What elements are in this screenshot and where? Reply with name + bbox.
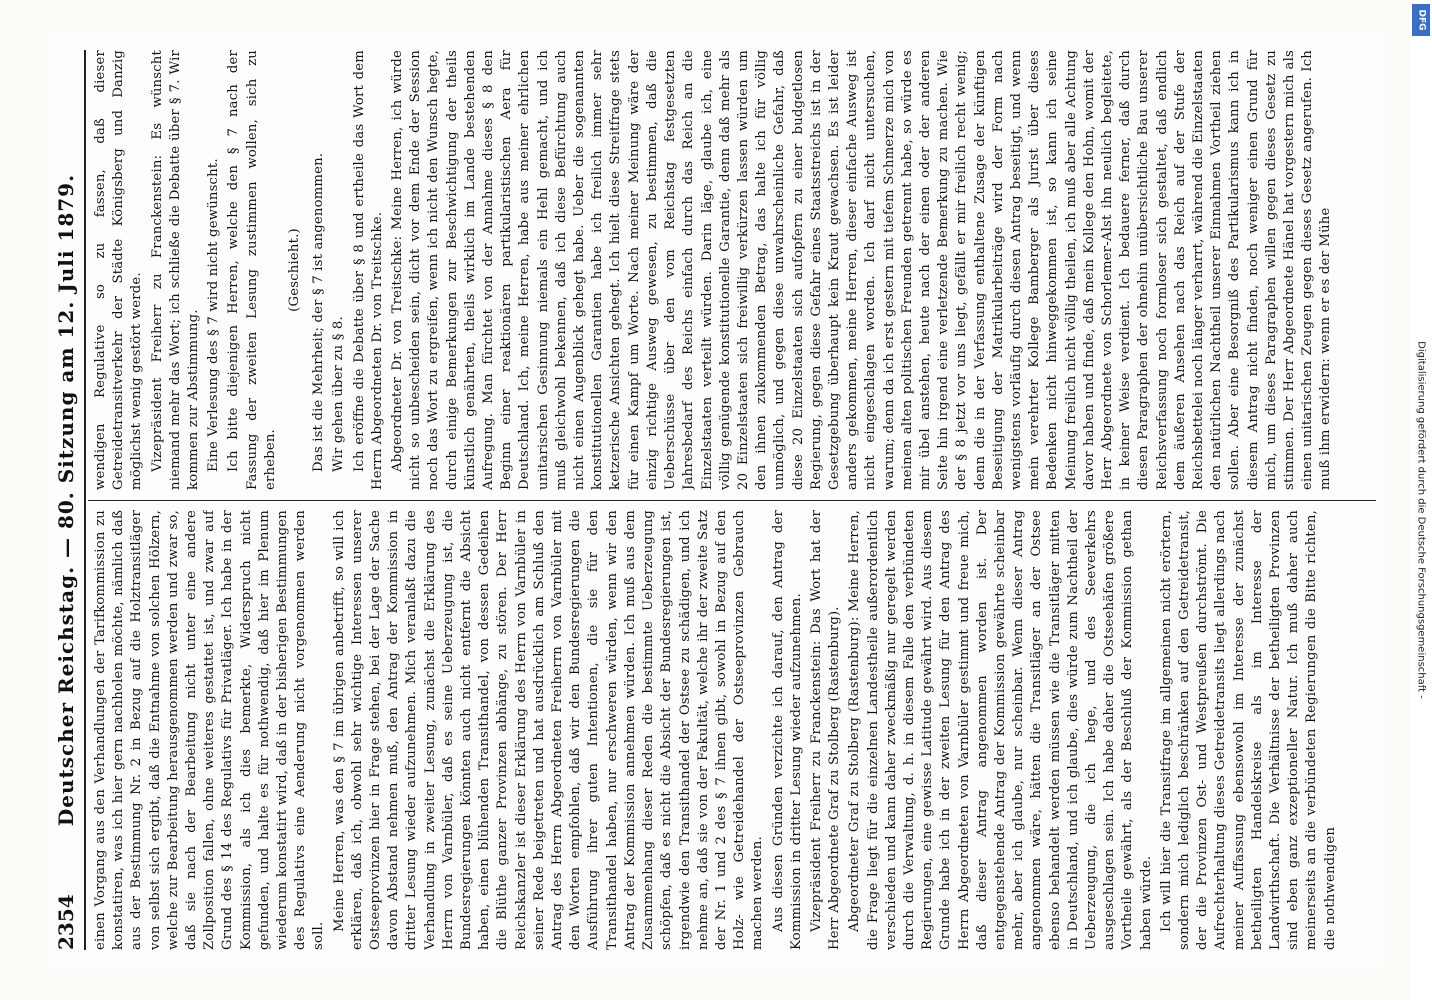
paragraph: einen Vorgang aus den Verhandlungen der Tarifkommission zu konstatiren, was ich hier gern nachholen möchte, nämlich daß aus der Bestimmung Nr. 2 in Bezug auf die Holztransitläger von selbst sich ergibt, daß die Entnahme von solchen Hölzern, welche zur Bearbeitung herausgenommen werden und zwar so, daß sie nach der Bearbeitung nicht unter eine andere Zollposition fallen, ohne weiteres gestattet ist, und zwar auf Grund des § 14 des Regulativs für Privatläger. Ich habe in der Kommission, als ich dies bemerkte, Widerspruch nicht gefunden, und halte es für nothwendig, daß hier im Plenum wiederum konstatirt wird, daß in der bisherigen Bestimmungen des Regulativs eine Aenderung nicht vorgenommen werden soll. [93,510,327,950]
paragraph: Meine Herren, was den § 7 im übrigen anbetrifft, so will ich erklären, daß ich, obwohl sehr wichtige Interessen unserer Ostseeprovinzen hier in Frage stehen, bei der Lage der Sache davon Abstand nehmen muß, den Antrag der Kommission in dritter Lesung wieder aufzunehmen. Mich veranlaßt dazu die Verhandlung in zweiter Lesung, zunächst die Erklärung des Herrn von Varnbüler, daß es seine Ueberzeugung ist, die Bundesregierungen könnten auch nicht entfernt die Absicht haben, einen blühenden Transithandel, von dessen Gedeihen die Blüthe ganzer Provinzen abhänge, zu stören. Der Herr Reichskanzler ist dieser Erklärung des Herrn von Varnbüler in seiner Rede beigetreten und hat ausdrücklich am Schluß den Antrag des Herrn Abgeordneten Freiherrn von Varnbüler mit den Worten empfohlen, daß wir den Bundesregierungen die Ausführung ihrer guten Intentionen, die sie für den Transithandel haben, nur erschweren würden, wenn wir den Antrag der Kommission annehmen würden. Ich muß aus dem Zusammenhang dieser Reden die bestimmte Ueberzeugung schöpfen, daß es nicht die Absicht der Bundesregierungen ist, irgendwie den Transithandel der Ostsee zu schädigen, und ich nehme an, daß sie von der Fakultät, welche ihr der zweite Satz der Nr. 1 und 2 des § 7 ihnen gibt, sowohl in Bezug auf den Holz- wie Getreidehandel der Ostseeprovinzen Gebrauch machen werden. [331,510,766,950]
paragraph: Ich eröffne die Debatte über § 8 und ertheile das Wort dem Herrn Abgeordneten Dr. von Treitschke. [351,50,385,490]
stage-direction: (Geschieht.) [287,228,303,312]
column-divider [88,500,1376,501]
paragraph: Abgeordneter Graf zu Stolberg (Rastenburg): Meine Herren, die Frage liegt für die einzelnen Landestheile außerordentlich verschieden und kann daher zweckmäßig nur geregelt werden durch die Verwaltung, d. h. in diesem Falle den verbündeten Regierungen, eine gewisse Latitude gewährt wird. Aus diesem Grunde habe ich in der zweiten Lesung für den Antrag des Herrn Abgeordneten von Varnbüler gestimmt und freue mich, daß dieser Antrag angenommen worden ist. Der entgegenstehende Antrag der Kommission gewährte scheinbar mehr, aber ich glaube, nur scheinbar. Wenn dieser Antrag angenommen wäre, hätten die Transitläger an der Ostsee ebenso behandelt werden müssen wie die Transitläger mitten in Deutschland, und ich glaube, dies würde zum Nachtheil der Ueberzeugung, die ich hege, und des Seeverkehrs ausgeschlagen sein. Ich habe daher die Ostseehäfen größere Vortheile gewährt, als der Beschluß der Kommission gethan haben würde. [847,510,1154,950]
paragraph: Wir gehen über zu § 8. [331,316,347,472]
text-column-left [92,510,1376,950]
dfg-logo-icon: DFG [1412,4,1430,36]
paragraph: Ich will hier die Transitfrage im allgemeinen nicht erörtern, sondern mich lediglich beschränken auf den Getreidetransit, der die Provinzen Ost- und Westpreußen durchströmt. Die Aufrechterhaltung dieses Getreidetransits liegt allerdings nach meiner Auffassung ebensowohl im Interesse der zunächst betheiligten Handelskreise als im Interesse der Landwirthschaft. Die Verhältnisse der betheiligten Provinzen sind eben ganz exzeptioneller Natur. Ich muß daher auch meinerseits an die verbündeten Regierungen die Bitte richten, die nothwendigen [1158,510,1338,950]
paragraph: Vizepräsident Freiherr zu Franckenstein: Es wünscht niemand mehr das Wort; ich schließe die Debatte über § 7. Wir kommen zur Abstimmung. [149,50,202,490]
funding-note: Digitalisierung gefördert durch die Deutsche Forschungsgemeinschaft - [1415,341,1427,699]
rotated-document-page [46,30,1386,970]
paragraph: Aus diesen Gründen verzichte ich darauf, den Antrag der Kommission in dritter Lesung wieder aufzunehmen. [770,510,804,950]
page-number: 2354 [54,894,78,950]
paragraph: wendigen Regulative so zu fassen, daß dieser Getreidetransitverkehr der Städte Königsberg und Danzig möglichst wenig gestört werde. [93,50,145,490]
text-column-right [92,50,1376,490]
funding-sidebar [1410,0,1432,1000]
paragraph: Abgeordneter Dr. von Treitschke: Meine Herren, ich würde nicht so unbescheiden sein, dicht vor dem Ende der Session noch das Wort zu ergreifen, wenn ich nicht den Wunsch hegte, durch einige Bemerkungen zur Beschwichtigung der theils künstlich genährten, theils wirklich im Lande bestehenden Aufregung. Man fürchtet von der Annahme dieses § 8 den Beginn einer reaktionären partikularistischen Aera für Deutschland. Ich, meine Herren, habe aus meiner ehrlichen unitarischen Gesinnung niemals ein Hehl gemacht, und ich muß gleichwohl bekennen, daß ich diese Befürchtung auch nicht einen Augenblick gehegt habe. Ueber die sogenannten konstitutionellen Garantien habe ich freilich immer sehr ketzerische Ansichten gehegt. Ich hielt diese Streitfrage stets für einen Kampf um Worte. Nach meiner Meinung wäre der einzig richtige Ausweg gewesen, zu bestimmen, daß die Ueberschüsse über den vom Reichstag festgesetzten Jahresbedarf des Reichs einfach durch das Reich an die Einzelstaaten verteilt würden. Darin läge, glaube ich, eine völlig genügende konstitutionelle Garantie, denn daß mehr als 20 Einzelstaaten sich freiwillig verkürzen lassen würden um den ihnen zukommenden Betrag, das halte ich für völlig unmöglich, und gegen diese unwahrscheinliche Gefahr, daß diese 20 Einzelstaaten sich aufopfern zu einer budgetlosen Regierung, gegen diese Gefahr eines Staatsstreichs ist in der Gesetzgebung überhaupt kein Kraut gewachsen. Es ist leider anders gekommen, meine Herren, dieser einfache Ausweg ist nicht eingeschlagen worden. Ich darf nicht untersuchen, warum; denn da ich erst gestern mit tiefem Schmerze mich von meinen alten politischen Freunden getrennt habe, so würde es mir übel anstehen, heute nach der einen oder der anderen Seite hin irgend eine verletzende Bemerkung zu machen. Wie der § 8 jetzt vor uns liegt, gefällt er mir freilich recht wenig; denn die in der Verfassung enthaltene Zusage der künftigen Beseitigung der Matrikularbeiträge wird der Form nach wenigstens vorläufig durch diesen Antrag beseitigt, und wenn mein verehrter Kollege Bamberger als Jurist über dieses Bedenken nicht hinweggekommen ist, so kann ich seine Meinung freilich nicht völlig theilen, ich muß aber alle Achtung davor haben und finde, daß mein Kollege den Hohn, womit der Herr Abgeordnete von Schorlemer-Alst ihn neulich begleitete, in keiner Weise verdient. Ich bedauere ferner, daß durch diesen Paragraphen der ohnehin unübersichtliche Bau unserer Reichsverfassung noch formloser sich gestaltet, daß endlich dem äußeren Ansehen nach das Reich auf der Stufe der Reichsbettelei noch länger verharrt, während die Einzelstaaten den natürlichen Nachtheil unserer Einnahmen Vortheil ziehen sollen. Aber eine Besorgniß des Partikularismus kann ich in diesem Antrag nicht finden, noch weniger einen Grund für mich, um dieses Paragraphen willen gegen dieses Gesetz zu stimmen. Der Herr Abgeordnete Hänel hat vorgestern mich als einen unitarischen Zeugen gegen dieses Gesetz angerufen. Ich muß ihm erwidern: wenn er es der Mühe [390,50,1334,490]
header-rule [84,50,86,950]
paragraph: Vizepräsident Freiherr zu Franckenstein: Das Wort hat der Herr Abgeordnete Graf zu Stolberg (Rastenburg). [808,510,843,950]
paragraph: Ich bitte diejenigen Herren, welche den § 7 nach der Fassung der zweiten Lesung zustimmen wollen, sich zu erheben. [226,50,278,490]
page-header [54,50,80,950]
paragraph: Das ist die Mehrheit; der § 7 ist angenommen. [311,152,327,472]
paragraph: Eine Verlesung des § 7 wird nicht gewünscht. [206,158,222,472]
page-title: Deutscher Reichstag. — 80. Sitzung am 12. Juli 1879. [54,173,78,827]
